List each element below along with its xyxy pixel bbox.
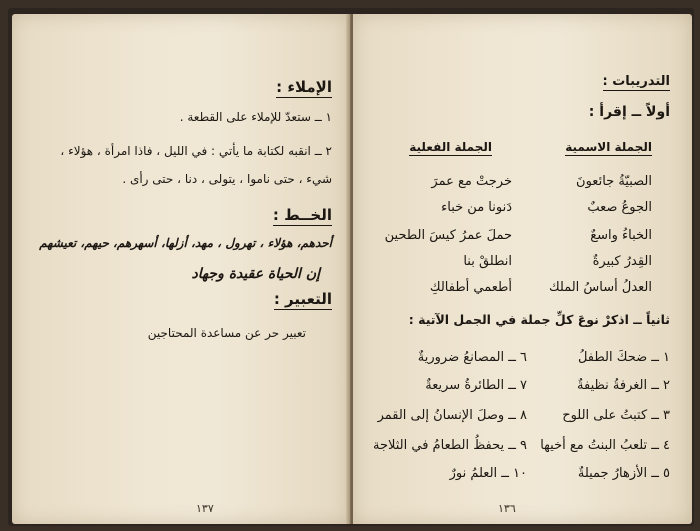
exercise-sentence: ٩ ــ يحفظُ الطعامُ في الثلاجة xyxy=(372,438,527,453)
exercises-heading: التدريبات : xyxy=(602,74,670,89)
verbal-sentence: انطلقْ بنا xyxy=(463,254,512,269)
first-exercise-label: أولاً ــ إقرأ : xyxy=(588,104,670,120)
khatt-heading: الخــط : xyxy=(272,206,332,224)
exercise-sentence: ٨ ــ وصلَ الإنسانُ إلى القمر xyxy=(377,408,527,423)
right-page-number: ١٣٦ xyxy=(498,502,516,515)
second-exercise-label: ثانياً ــ اذكرْ نوعَ كلِّ جملة في الجمل الآتية : xyxy=(408,312,670,327)
exercise-sentence: ١ ــ ضحكَ الطفلُ xyxy=(577,350,670,365)
nominal-column-header: الجملة الاسمية xyxy=(565,140,652,154)
exercise-sentence: ٤ ــ تلعبُ البنتُ مع أخيها xyxy=(540,438,670,453)
open-book xyxy=(8,8,694,526)
verbal-sentence: أطعمي أطفالكِ xyxy=(429,280,512,295)
nominal-sentence: العدلُ أساسُ الملك xyxy=(548,280,652,295)
nominal-sentence: الخباءُ واسعٌ xyxy=(590,228,652,243)
exercise-sentence: ٥ ــ الأزهارُ جميلةٌ xyxy=(577,466,670,481)
nominal-sentence: القِدرُ كبيرةٌ xyxy=(592,254,652,269)
right-page xyxy=(353,14,692,524)
handwriting-line-2: إن الحياة عقيدة وجهاد xyxy=(191,266,320,282)
imlaa-item-2-line-1: ٢ ــ انقبه لكتابة ما يأتي : في الليل ، فاذا امرأة ، هؤلاء ، xyxy=(60,144,332,158)
nominal-sentence: الجوعُ صعبٌ xyxy=(587,200,652,215)
tabeer-line: تعبير حر عن مساعدة المحتاجين xyxy=(147,326,306,340)
exercise-sentence: ٧ ــ الطائرةُ سريعةٌ xyxy=(425,378,527,393)
imlaa-item-1: ١ ــ ستعدّ للإملاء على القطعة . xyxy=(179,110,332,124)
verbal-sentence: حملَ عمرُ كيسَ الطحين xyxy=(384,228,512,243)
nominal-sentence: الصبيّةُ جائعونَ xyxy=(576,174,652,189)
verbal-sentence: دَنونا من خباء xyxy=(441,200,512,215)
exercise-sentence: ٣ ــ كتبتُ على اللوح xyxy=(562,408,670,423)
left-page xyxy=(12,14,350,524)
verbal-sentence: خرجتْ مع عمرَ xyxy=(431,174,512,189)
handwriting-line-1: أحدهم، هؤلاء ، تهرول ، مهد، أزلها، أسهرهم، حيهم، تعيشهم xyxy=(39,236,332,250)
exercise-sentence: ٦ ــ المصانعُ ضروريةٌ xyxy=(417,350,527,365)
exercise-sentence: ٢ ــ الغرفةُ نظيفةٌ xyxy=(577,378,670,393)
exercise-sentence: ١٠ ــ العلمُ نورٌ xyxy=(449,466,527,481)
imlaa-heading: الإملاء : xyxy=(276,78,332,96)
imlaa-item-2-line-2: شيء ، حتى ناموا ، يتولى ، دنا ، حتى رأى . xyxy=(122,172,332,186)
verbal-column-header: الجملة الفعلية xyxy=(409,140,492,154)
tabeer-heading: التعبير : xyxy=(273,290,332,308)
left-page-number: ١٣٧ xyxy=(196,502,214,515)
